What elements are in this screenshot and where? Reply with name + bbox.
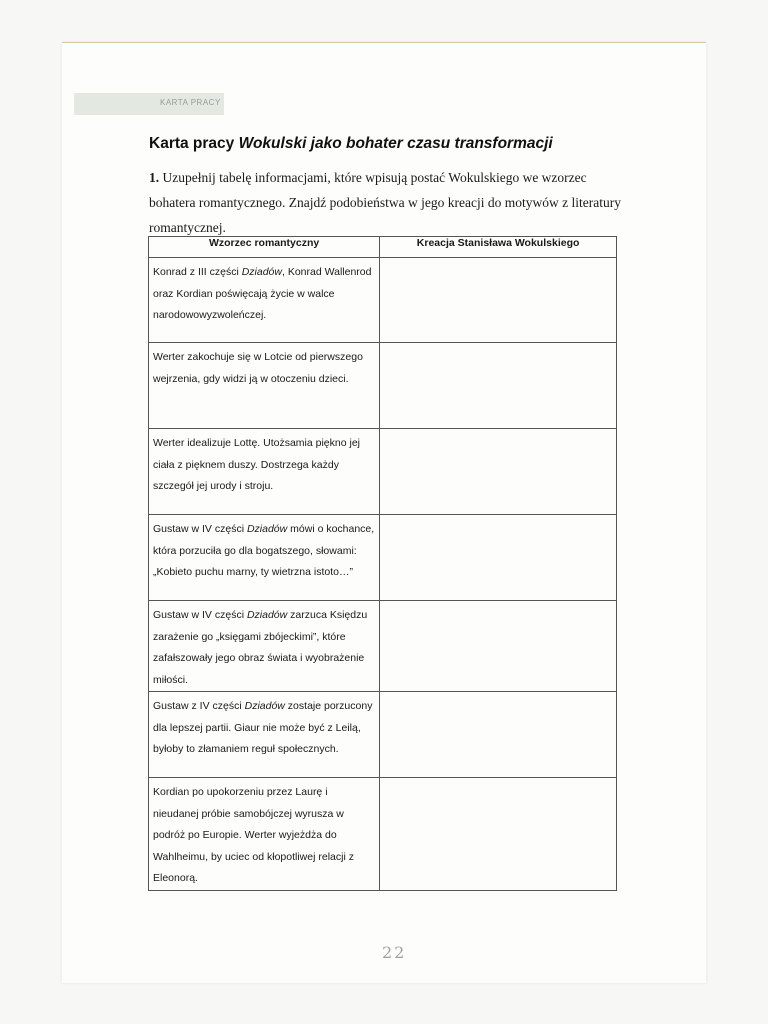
table-row <box>149 258 617 343</box>
pattern-text: zarzuca Księdzu zarażenie go „księgami zbójeckimi”, które zafałszowały jego obraz świata i wyobrażenie miłości. <box>153 609 368 686</box>
pattern-text: zostaje porzucony dla lepszej partii. Giaur nie może być z Leilą, byłoby to złamaniem reguł społecznych. <box>153 700 373 755</box>
worksheet-title <box>149 135 553 153</box>
wokulski-answer-cell[interactable] <box>380 778 617 891</box>
work-title-text: Dziadów <box>246 609 288 621</box>
work-title-text: Dziadów <box>244 700 285 712</box>
romantic-pattern-cell <box>149 515 380 601</box>
romantic-pattern-cell <box>149 258 380 343</box>
romantic-pattern-cell <box>149 343 380 429</box>
exercise-text: Uzupełnij tabelę informacjami, które wpisują postać Wokulskiego we wzorzec bohatera romantycznego. Znajdź podobieństwa w jego kreacji do motywów z literatury romantycznej. <box>149 170 621 235</box>
table-row <box>149 343 617 429</box>
pattern-text: , Konrad Wallenrod oraz Kordian poświęcają życie w walce narodowowyzwoleńczej. <box>153 266 372 321</box>
pattern-text: Gustaw z IV części <box>153 700 245 712</box>
table-header-row <box>149 237 617 258</box>
table-row <box>149 778 617 891</box>
wokulski-answer-cell[interactable] <box>380 258 617 343</box>
pattern-text: Kordian po upokorzeniu przez Laurę i nieudanej próbie samobójczej wyrusza w podróż po Europie. Werter wyjeżdża do Wahlheimu, by uciec od kłopotliwej relacji z Eleonorą. <box>153 786 354 884</box>
page-number: 22 <box>382 943 407 962</box>
wokulski-answer-cell[interactable] <box>380 515 617 601</box>
title-prefix: Karta pracy <box>149 135 239 152</box>
romantic-pattern-cell <box>149 429 380 515</box>
romantic-pattern-cell <box>149 601 380 692</box>
pattern-text: mówi o kochance, która porzuciła go dla bogatszego, słowami: „Kobieto puchu marny, ty wietrzna istoto…” <box>153 523 375 578</box>
column-header-creation: Kreacja Stanisława Wokulskiego <box>380 237 617 258</box>
worksheet-table <box>148 236 617 891</box>
wokulski-answer-cell[interactable] <box>380 692 617 778</box>
exercise-instruction <box>149 165 629 240</box>
pattern-text: Konrad z III części <box>153 266 242 278</box>
wokulski-answer-cell[interactable] <box>380 343 617 429</box>
header-label: KARTA PRACY <box>160 98 221 107</box>
romantic-pattern-cell <box>149 692 380 778</box>
pattern-text: Gustaw w IV części <box>153 609 247 621</box>
wokulski-answer-cell[interactable] <box>380 429 617 515</box>
column-header-pattern: Wzorzec romantyczny <box>149 237 380 258</box>
exercise-number: 1. <box>149 170 160 185</box>
table-row <box>149 692 617 778</box>
pattern-text: Werter idealizuje Lottę. Utożsamia piękno jej ciała z pięknem duszy. Dostrzega każdy szczegół jej urody i stroju. <box>153 437 360 492</box>
romantic-pattern-cell <box>149 778 380 891</box>
table-row <box>149 515 617 601</box>
table-row <box>149 601 617 692</box>
table-body <box>149 258 617 891</box>
worksheet-page <box>62 42 706 983</box>
table-row <box>149 429 617 515</box>
pattern-text: Werter zakochuje się w Lotcie od pierwszego wejrzenia, gdy widzi ją w otoczeniu dzieci. <box>153 351 363 385</box>
work-title-text: Dziadów <box>241 266 282 278</box>
pattern-text: Gustaw w IV części <box>153 523 247 535</box>
work-title-text: Dziadów <box>246 523 288 535</box>
title-topic: Wokulski jako bohater czasu transformacji <box>238 135 553 152</box>
wokulski-answer-cell[interactable] <box>380 601 617 692</box>
